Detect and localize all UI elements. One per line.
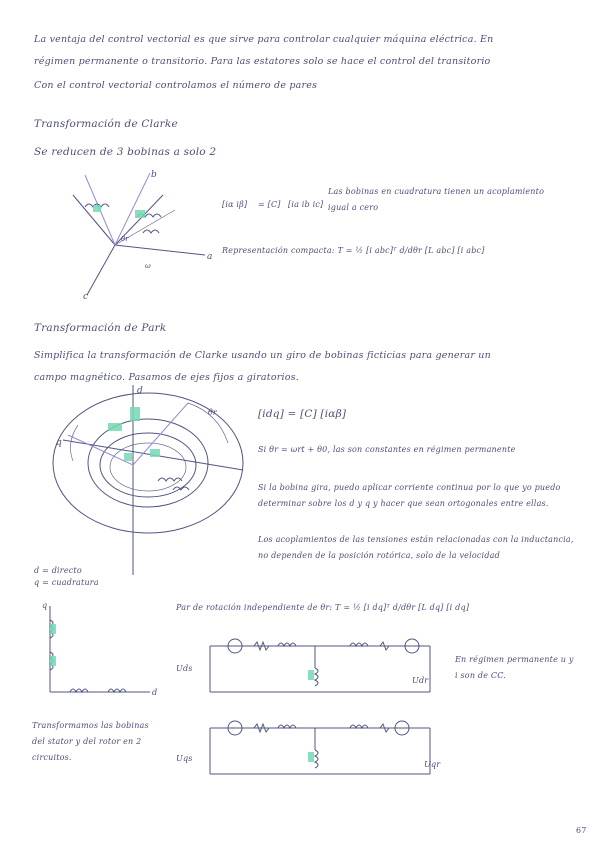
clarke-label-c: c (83, 292, 89, 302)
clarke-label-theta: θr (121, 235, 129, 243)
clarke-axes-diagram (55, 165, 215, 300)
u-ds-label: Uds (176, 664, 193, 673)
svg-text:d: d (152, 688, 158, 697)
park-def-d: d = directo (34, 566, 82, 575)
park-def-q: q = cuadratura (34, 578, 99, 587)
clarke-matrix-eq: = [C] (258, 200, 281, 209)
park-note-3: Los acoplamientos de las tensiones están relacionadas con la inductancia, no dependen de la posición rotórica, solo de la velocidad (258, 535, 574, 560)
u-qr-label: Uqr (424, 760, 441, 769)
park-note-1: Si θr = ωrt + θ0, las son constantes en régimen permanente (258, 445, 516, 454)
park-label-theta: θr (208, 408, 217, 417)
svg-text:q: q (42, 601, 48, 610)
clarke-title: Transformación de Clarke (34, 118, 178, 130)
intro-line-1: La ventaja del control vectorial es que sirve para controlar cualquier máquina eléctrica. En (34, 34, 494, 45)
intro-line-3: Con el control vectorial controlamos el número de pares (34, 80, 318, 91)
page-number: 67 (576, 826, 587, 835)
d-axis-circuit (190, 628, 450, 703)
clarke-label-b: b (151, 170, 157, 180)
clarke-label-omega: ω (145, 262, 151, 270)
park-equation: [idq] = [C] [iαβ] (258, 408, 347, 420)
park-machine-diagram (38, 385, 253, 580)
intro-line-2: régimen permanente o transitorio. Para las estatores solo se hace el control del transitorio (34, 56, 491, 67)
u-qs-label: Uqs (176, 754, 193, 763)
clarke-label-a: a (207, 252, 213, 262)
park-title: Transformación de Park (34, 322, 167, 334)
torque-transform-note: Transformamos las bobinas del stator y del rotor en 2 circuitos. (32, 721, 149, 762)
park-label-d: d (137, 386, 143, 396)
torque-regime-note: En régimen permanente u y i son de CC. (455, 655, 574, 680)
clarke-subtitle: Se reducen de 3 bobinas a solo 2 (34, 146, 217, 158)
park-note-2: Si la bobina gira, puedo aplicar corriente continua por lo que yo puedo determinar sobre los d y q y hacer que sean ortogonales entre ellas. (258, 483, 561, 508)
torque-equation: Par de rotación independiente de θr: T = ½ [i dq]ᵀ d/dθr [L dq] [i dq] (176, 603, 470, 612)
park-line-1: Simplifica la transformación de Clarke usando un giro de bobinas ficticias para generar un (34, 350, 491, 361)
dq-coils-diagram (30, 600, 160, 705)
clarke-matrix-rhs: [ia ib ic] (288, 200, 324, 209)
q-axis-circuit (190, 710, 450, 785)
clarke-note: Las bobinas en cuadratura tienen un acoplamiento igual a cero (328, 187, 545, 212)
park-label-q: q (56, 438, 62, 448)
clarke-matrix-lhs: [iα iβ] (222, 200, 248, 209)
clarke-representation: Representación compacta: T = ½ [i abc]ᵀ d/dθr [L abc] [i abc] (222, 246, 485, 255)
park-line-2: campo magnético. Pasamos de ejes fijos a giratorios. (34, 372, 299, 383)
u-dr-label: Udr (412, 676, 429, 685)
